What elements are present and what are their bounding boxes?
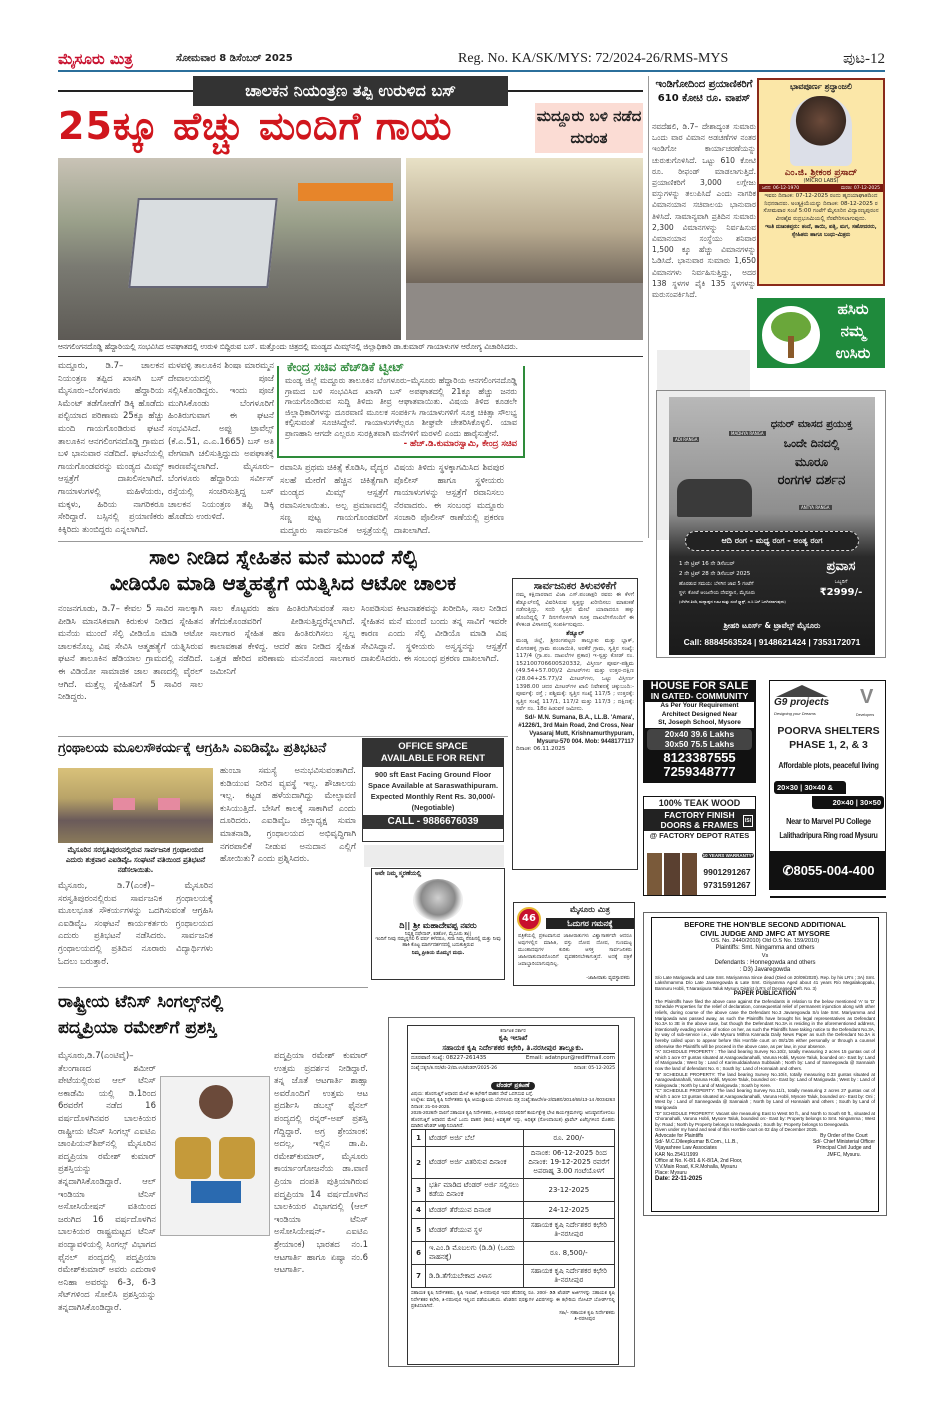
tender-cell-item: ಡಿ.ಡಿ.ತೆಗೆಯಬೇಕಾದ ವಿಳಾಸ [426,1265,524,1288]
tender-cell-value: ರೂ. 200/- [523,1130,614,1147]
caption-rule [58,356,643,357]
obituary-role: (MICRO LABS) [803,178,839,184]
green-campaign-ad [757,298,885,368]
shelters-subtitle: Affordable plots, peaceful living [778,761,879,770]
anniversary-badge: 46 [517,907,541,931]
shelters-title-2: PHASE 1, 2, & 3 [789,739,868,751]
tender-cell-item: ಟೆಂಡರ್ ತೆರೆಯುವ ಸ್ಥಳ [426,1219,524,1242]
lead-photo-caption: ಆನಗಲಿಂಗನದೊಡ್ಡಿ ಹೆದ್ದಾರಿಯಲ್ಲಿ ಸಂಭವಿಸಿದ ಅಪಘಾತದಲ್ಲಿ ಉರುಳಿ ಬಿದ್ದಿರುವ ಬಸ್. ಮತ್ತೊಂದು ಚಿತ್ರದಲ್ಲಿ ಮಂಡ್ಯದ ಮಿಮ್ಸ್‌ನಲ್ಲಿ ಜಿಲ್ಲಾಧಿಕಾರಿ ಡಾ.ಕುಮಾರ್ ಗಾಯಾಳುಗಳ ಆರೋಗ್ಯ ವಿಚಾರಿಸಿದರು. [58,342,518,351]
protest-photo [58,768,213,843]
tender-cell-value: ದಿನಾಂಕ: 06-12-2025 ರಿಂದ ದಿನಾಂಕ: 19-12-2025 ರವರೆಗೆ ಅಪರಾಹ್ನ 3.00 ಗಂಟೆಯೊಳಗೆ [523,1147,614,1179]
tour-title-4: ರಂಗಗಳ ದರ್ಶನ [777,473,846,488]
lead-headline: 25ಕ್ಕೂ ಹೆಚ್ಚು ಮಂದಿಗೆ ಗಾಯ [58,104,453,148]
tender-subject: ವಿಷಯ: ಹೊರಗುತ್ತಿಗೆ ಆಧಾರದ ಮೇಲೆ ಈ ಕಛೇರಿಗೆ ವಾಹನ ಸೇವೆ ಒದಗಿಸುವ ಬಗ್ಗೆ. [411,1091,534,1096]
tender-cell-value: ಸಹಾಯಕ ಕೃಷಿ ನಿರ್ದೇಶಕರ ಕಛೇರಿ ತಿ-ನರಸೀಪುರ [523,1265,614,1288]
indigo-headline: ಇಂಡಿಗೋದಿಂದ ಪ್ರಯಾಣಿಕರಿಗೆ 610 ಕೋಟಿ ರೂ. ವಾಪಸ್ [655,79,753,104]
tour-call: Call: 8884563524 | 9148621424 | 7353172071 [683,637,861,647]
column-rule [648,76,649,538]
court-d3-detail: S/o Late Marigowda and Late Smt. Mariyamma Since dead (Died on 20/09/2020). Rep. by his LR's ; 3A) Smt. Lakshmamma D/o Late Javaregowda & Late Smt. Giriyamma Aged about 41 years R/o Megalakoppalu, Bannuru Hobli, T.Narasipura Taluk Mysuru District (LR's of Deceased Deft. No. 3) [655,974,875,991]
tender-table-row [412,1202,615,1219]
court-defendants: Defendants : Honnegowda and others [714,959,816,966]
court-notice [651,917,879,1212]
tour-map-label-adi: ADI RANGA [675,437,698,442]
tender-contact [411,1053,615,1064]
tour-map-label-madhya: MADHYA RANGA [731,431,764,436]
tour-trip-1: 1 ನೇ ಟ್ರಿಪ್ 16 ನೇ ಡಿಸೆಂಬರ್ [679,561,735,567]
house-phone-1[interactable]: 8123387555 [663,749,736,765]
tender-table-row [412,1219,615,1242]
roof-logo-icon [776,685,828,697]
loan-column-2: ಸಾಲ ಕೊಟ್ಟವರು ಹಣ ಹಿಂತಿರುಗಿಸುವಂತೆ ಸಾಲ ತೆಗೆದುಕೊಂಡವರಿಗೆ ಪೀಡಿಸುತ್ತಿದ್ದರೆನ್ನಲಾಗಿದೆ. ಸಾಲಗಾರ ಸ್ನೇಹಿತ ಹಣ ಹಿಂತಿರುಗಿಸಲು ಸ್ವಲ್ಪ ಕಾಲಾವಕಾಶ ಕೇಳಿದ್ದ. ಆದರೆ ಹಣ ನೀಡಿದ ಸ್ನೇಹಿತ ಒತ್ತಡ ಹೇರಿದ ಪರಿಣಾಮ ಮನನೊಂದ ಸಾಲಗಾರ ಜಮೀನಿಗೆ [210,604,355,677]
house-title-1: HOUSE FOR SALE [650,680,749,692]
tour-price: ₹2999/- [819,587,863,598]
condolence-body: ಇಂದಿಗೆ ನೀವು ನಮ್ಮನ್ನಗಲಿ 6 ವರ್ಷ ಕಳೆದರೂ, ಸದಾ ನಿಮ್ಮ ನೆನಪಿನಲ್ಲಿ ಮತ್ತು ನೀವು ಹಾಕಿ ಕೊಟ್ಟ ಮಾರ್ಗದರ್ಶನದಲ್ಲಿ ಬದುಕುತ್ತಿರುವ [375,937,501,949]
tender-table-row [412,1242,615,1265]
teak-phone-1[interactable]: 9901291267 [703,867,751,877]
court-schedule-c: "C" SCHEDULE PROPERTY: The land bearing Survey No.11/1, totally measuring 2 acres 27 guntas out of which 1 acre 13 guntas situated at Aaragowdanahalli, Varuna Hobli, Mysore Taluk, bounded on:- East by: Oni ; West by : Land of Sannegowda @ Sannaiah ; North by Land of Honnaiah and others ; South by Land of Marigowda [655,1088,875,1111]
court-title-2: CIVIL JUDGE AND JMFC AT MYSORE [700,929,830,938]
shelters-partner: Developers [856,713,875,717]
tree-icon [762,306,820,364]
lead-subhead: ಮದ್ದೂರು ಬಳಿ ನಡೆದ ದುರಂತ [535,103,643,153]
shelters-phone[interactable] [770,851,886,890]
section-rule [58,736,508,737]
court-publication-title: PAPER PUBLICATION [733,991,797,998]
house-phone-2[interactable]: 7259348777 [663,763,736,779]
tender-phone: ದೂರವಾಣಿ ಸಂಖ್ಯೆ: 08227-261435 [411,1055,487,1061]
teak-line-1: FACTORY FINISH [664,810,735,820]
library-photo-caption: ಮೈಸೂರಿನ ಸರಸ್ವತಿಪುರಂನಲ್ಲಿರುವ ಸಾರ್ವಜನಿಕ ಗ್ರಂಥಾಲಯದ ಎದುರು ಶುಕ್ರವಾರ ಎಐಡಿವೈಒ ಸಂಘಟನೆ ವತಿಯಿಂದ ಪ್ರತಿಭಟನೆ ನಡೆಸಲಾಯಿತು. [65,846,206,874]
tender-gov: ಕರ್ನಾಟಕ ಸರ್ಕಾರ [500,1029,526,1034]
court-advocate-line: Vijayashree Law Associates [655,1145,717,1152]
tennis-headline-1: ರಾಷ್ಟ್ರೀಯ ಟೆನಿಸ್ ಸಿಂಗಲ್ಸ್‌ನಲ್ಲಿ [58,992,224,1012]
court-d3: : D3) Javaregowda [739,967,791,973]
tender-reference: ಉಲ್ಲೇಖ: ಮಾನ್ಯ ಕೃಷಿ ನಿರ್ದೇಶಕರು ಕೃಷಿ ಆಯುಕ್ತಾಲಯ ಬೆಂಗಳೂರು ಪತ್ರ ಸಂಖ್ಯೆ:ಕಾಆಸೇ/ಆ-2/ವಾಹನ/2014/65/13-14 /0034263 ದಿನಾಂಕ: 21-04-2025. [411,1097,615,1109]
tender-cell-value: 23-12-2025 [523,1179,614,1202]
shelters-phone-number[interactable]: 8055-004-400 [793,863,875,878]
tour-title-1: ಧನುರ್ ಮಾಸದ ಪ್ರಯುಕ್ತ [770,419,853,430]
bus-accident-photo [58,158,401,340]
protest-banner [113,798,135,810]
court-advocate-line: Advocate for Plaintiffs [655,1133,704,1140]
teak-title: 100% TEAK WOOD [658,798,741,808]
court-advocate-date: Date: 22-11-2025 [655,1176,703,1183]
tender-sign-2: ತಿ-ನರಸೀಪುರ [574,1315,595,1322]
tour-rangas: ಆದಿ ರಂಗ - ಮಧ್ಯ ರಂಗ - ಅಂತ್ಯ ರಂಗ [685,531,859,551]
tender-cell-no: 3 [412,1179,426,1202]
tender-cell-value: ರೂ. 8,500/- [523,1242,614,1265]
green-ad-line3: ಉಸಿರು [835,344,871,362]
tour-place: ಸ್ಥಳ: ಕೋಟೆ ಆಂಜನೇಯ ದೇವಸ್ಥಾನ, ಮೈಸೂರು [679,590,756,596]
readers-notice [513,902,635,986]
court-order-line: Sd/- Chief Ministerial Officer [812,1139,875,1146]
shelters-brand: G9 projects [774,697,830,708]
lead-column-3: ರವಾನಿಸಿ ಪ್ರಥಮ ಚಿಕಿತ್ಸೆ ಕೊಡಿಸಿ, ವೈದ್ಯರ ಸಲಹೆ ಮೇರೆಗೆ ಹೆಚ್ಚಿನ ಚಿಕಿತ್ಸೆಗಾಗಿ ಮಂಡ್ಯದ ಮಿಮ್ಸ್ ಆಸ್ಪತ್ರೆಗೆ ರವಾನಿಸಲಾಯಿತು. ಅಲ್ಪ ಪ್ರಮಾಣದಲ್ಲಿ ಸಣ್ಣ ಪುಟ್ಟ ಗಾಯಗೊಂಡವರಿಗೆ ಮದ್ದೂರು ಸಾರ್ವಜನಿಕ ಆಸ್ಪತ್ರೆಯಲ್ಲಿ [280,463,388,536]
shelters-title-1: POORVA SHELTERS [777,725,880,737]
partner-logo-icon: V [860,686,874,708]
tender-table-row [412,1179,615,1202]
tour-agency: ಶ್ರೀಹರಿ ಟೂರ್ಸ್ & ಟ್ರಾವೆಲ್ಸ್ ಮೈಸೂರು [723,621,821,630]
court-case-number: OS. No. 2440/2010) Old O.S No. 159/2010) [710,938,820,944]
condolence-sub: ನಿವೃತ್ತ ದಫೇದಾರ್, ಕಡಕೊಳ, ಮೈಸೂರು ತಾ|| [404,932,472,937]
tour-pravasa: ಪ್ರವಾಸ [826,559,856,574]
court-given: Given under my hand and seal of this Hon'ble court on 02 day of December 2025. [655,1127,818,1133]
tour-ad [669,397,875,655]
court-schedule-a: "A" SCHEDULE PROPERTY : The land bearing Survey No.10/2, totally measuring 2 acres 15 guntas out of which 1 acre 07 guntas situated at Aaragowdanahalli, Varuna Hobli, Mysore Taluk, bounded on:- East by: Land of Marigowda ; West by : Land of Karimuddaiahana Subbaiah ; North by: Land of Sannegowda @ Sannaiah now the land of defendant No. 6 ; South by: Land of Honnaiah and others. [655,1049,875,1071]
tender-cell-item: ಭರ್ತಿ ಮಾಡಿದ ಟೆಂಡರ್ ಅರ್ಜಿ ಸಲ್ಲಿಸಲು ಕಡೆಯ ದಿನಾಂಕ [426,1179,524,1202]
office-rent-ad [362,738,504,842]
public-notice [512,578,638,870]
registration-number: Reg. No. KA/SK/MYS: 72/2024-26/RMS-MYS [458,51,729,66]
masthead [58,50,885,72]
house-title-2: IN GATED- COMMUNITY [650,691,749,701]
trophy-left [175,1137,211,1179]
library-column-1: ಮೈಸೂರು, ಡಿ.7(ಎಂಕೆ)– ಮೈಸೂರಿನ ಸರಸ್ವತಿಪುರಂನಲ್ಲಿರುವ ಸಾರ್ವಜನಿಕ ಗ್ರಂಥಾಲಯಕ್ಕೆ ಮೂಲಭೂತ ಸೌಕರ್ಯಗಳನ್ನು ಒದಗಿಸುವಂತೆ ಆಗ್ರಹಿಸಿ ಎಐಡಿವೈಒ ಸಂಘಟನೆ ಕಾರ್ಯಕರ್ತರು ಗ್ರಂಥಾಲಯದ ಎದುರು ಪ್ರತಿಭಟನೆ ನಡೆಸಿದರು. ಸಾರ್ವಜನಿಕ ಗ್ರಂಥಾಲಯದಲ್ಲಿ ಪ್ರತಿದಿನ ನೂರಾರು ವಿದ್ಯಾರ್ಥಿಗಳು ಓದಲು ಬರುತ್ತಾರೆ. [58,881,213,967]
green-ad-line1: ಹಸಿರು [837,300,869,318]
house-price-1: 20x40 39.6 Lakhs [664,728,735,739]
overturned-bus [128,198,277,288]
tour-trip-2: 2 ನೇ ಟ್ರಿಪ್ 28 ನೇ ಡಿಸೆಂಬರ್ 2025 [679,571,751,577]
tender-cell-no: 6 [412,1242,426,1265]
shelters-sizes-2: 20×40 | 30×50 [812,796,884,809]
readers-notice-logo: ಮೈಸೂರು ಮಿತ್ರ [570,905,610,914]
tennis-column-1: ಮೈಸೂರು,ಡಿ.7(ಎಂಟಿವೈ)– ತೆಲಂಗಾಣದ ಶಮೀರ್ ಪೇಟೆಯಲ್ಲಿರುವ ಆಲ್ ಟೆನಿಸ್ ಅಕಾಡೆಮಿ ಯಲ್ಲಿ ಡಿ.1ರಿಂದ 6ರವರೆಗೆ ನಡೆದ 16 ವರ್ಷದೊಳಗಿನವರ ಬಾಲಕಿಯರ ರಾಷ್ಟ್ರೀಯ ಟೆನಿಸ್ ಸಿಂಗಲ್ಸ್ ಎಐಟಿಎ ಚಾಂಪಿಯನ್‌ಶಿಪ್‌ನಲ್ಲಿ ಮೈಸೂರಿನ ಪದ್ಮಪ್ರಿಯಾ ರಮೇಶ್ ಕುಮಾರ್ ಪ್ರಶಸ್ತಿಯನ್ನು ತನ್ನದಾಗಿಸಿಕೊಂಡಿದ್ದಾರೆ. ಆಲ್ ಇಂಡಿಯಾ ಟೆನಿಸ್ ಅಸೋಸಿಯೇಷನ್ ವತಿಯಿಂದ ಜರುಗಿದ 16 ವರ್ಷದೊಳಗಿನ ಬಾಲಕಿಯರ ರಾಷ್ಟ್ರಮಟ್ಟದ ಟೆನಿಸ್ ಪಂದ್ಯಾವಳಿಯಲ್ಲಿ ಸಿಂಗಲ್ಸ್ ವಿಭಾಗದ ಫೈನಲ್ ಪಂದ್ಯದಲ್ಲಿ ಪದ್ಮಪ್ರಿಯಾ ರಮೇಶ್‌ಕುಮಾರ್ ಅವರು ಎದುರಾಳಿ ಅನಿಹಾ ಅವರನ್ನು 6-3, 6-3 ಸೆಟ್‌ಗಳಿಂದ ಸೋಲಿಸಿ ಪ್ರಶಸ್ತಿಯನ್ನು ತನ್ನದಾಗಿಸಿಕೊಂಡಿದ್ದಾರೆ. [58,1051,156,1313]
indigo-body: ನವದೆಹಲಿ, ಡಿ.7– ದೇಶಾದ್ಯಂತ ಸುಮಾರು ಒಂದು ವಾರ ವಿಮಾನ ಅಡಚಣೆಗಳ ನಂತರ ಇಂಡಿಗೋ ಕಾರ್ಯಾಚರಣೆಯನ್ನು ಚುರುಕುಗೊಳಿಸಿದೆ. ಒಟ್ಟು 610 ಕೋಟಿ ರೂ. ರೀಫಂಡ್ ಮಾಡಲಾಗುತ್ತಿದೆ. ಪ್ರಯಾಣಿಕರಿಗೆ 3,000 ಲಗ್ಗೇಜು ವಸ್ತುಗಳನ್ನು ತಲುಪಿಸಿದೆ ಎಂದು ನಾಗರಿಕ ವಿಮಾನಯಾನ ಸಚಿವಾಲಯ ಭಾನುವಾರ ತಿಳಿಸಿದೆ. ಸಾಮಾನ್ಯವಾಗಿ ಪ್ರತಿದಿನ ಸುಮಾರು 2,300 ವಿಮಾನಗಳನ್ನು ನಿರ್ವಹಿಸುವ ವಿಮಾನಯಾನ ಸಂಸ್ಥೆಯು ಶನಿವಾರ 1,500 ಕ್ಕೂ ಹೆಚ್ಚು ವಿಮಾನಗಳನ್ನು ಓಡಿಸಿದೆ. ಭಾನುವಾರ ಸುಮಾರು 1,650 ವಿಮಾನಗಳು ನಿರ್ವಹಿಸುತ್ತಿದ್ದು, ಅದರ 138 ಸ್ಥಳಗಳ ಪೈಕಿ 135 ಸ್ಥಳಗಳನ್ನು ಮರುಸಂಪರ್ಕಿಸಿದೆ. [652,122,756,300]
tender-cell-no: 1 [412,1130,426,1147]
section-rule [58,987,368,988]
tender-table-row [412,1147,615,1179]
teak-line-2: DOORS & FRAMES [660,820,739,830]
tweet-signature: - ಹೆಚ್.ಡಿ.ಕುಮಾರಸ್ವಾಮಿ, ಕೇಂದ್ರ ಸಚಿವ [403,439,517,449]
tender-paragraph: 2025-2026ನೇ ಸಾಲಿಗೆ ಸಹಾಯಕ ಕೃಷಿ ನಿರ್ದೇಶಕರು, ತಿ-ನರಸೀಪುರ ರವರಿಗೆ ಕಾರ್ಯಕ್ಷೇತ್ರ ಭೇಟಿ ಕಾರ್ಯಕ್ರಮಗಳನ್ನು ಅನುಷ್ಠಾನಗೊಳಿಸಲು ಹೊರಗುತ್ತಿಗೆ ಆಧಾರದ ಮೇಲೆ ಒಂದು ವಾಹನ (ಕಾರು) ಅವಶ್ಯಕತೆ ಇದ್ದು, ಅಧಿಕೃತ (ನೋಂದಾಯಿತ) ಟ್ರಾವೆಲ್ ಏಜೆನ್ಸಿಗಳಿಂದ ಮೊಹರು ಮಾಡಿದ ಟೆಂಡರ್ ಆಹ್ವಾನಿಸಲಾಗಿದೆ. [411,1110,615,1129]
court-schedule-d: "D" SCHEDULE PROPERTY: Vacant site measuring East to West 50 ft., and North to South 60 ft., situated at Choranahalli, Varuna Hobli, Mysore Taluk, bounded on:- East by: Property belongs to Smt. Ningamma ; West by: Road ; North by Property belongs to Madegowda ; South by: Property belongs to Devegowda. [655,1110,875,1127]
lead-column-4: ವಿಷಯ ತಿಳಿದು ಸ್ಥಳಕ್ಕಾಗಮಿಸಿದ ಶಿವಪುರ ಪೊಲೀಸ್ ಹಾಗೂ ಸ್ಥಳೀಯರು ಗಾಯಾಳುಗಳನ್ನು ಆಸ್ಪತ್ರೆಗೆ ರವಾನಿಸಲು ನೆರವಾದರು. ಈ ಸಂಬಂಧ ಮದ್ದೂರು ಸಂಚಾರಿ ಪೊಲೀಸ್ ಠಾಣೆಯಲ್ಲಿ ಪ್ರಕರಣ ದಾಖಲಾಗಿದೆ. [394,463,504,536]
green-ad-line2: ನಮ್ಮ [840,322,866,340]
tender-table-row [412,1130,615,1147]
tender-cell-item: ಟೆಂಡರ್ ತೆರೆಯುವ ದಿನಾಂಕ [426,1202,524,1219]
death-date: ಮರಣ: 07-12-2025 [841,186,880,191]
shelters-tagline: Designing your Dreams [774,711,816,716]
reclining-deity-image [677,479,752,517]
patient-bed [406,283,643,340]
teak-warranty: 10 YEARS WARRANTY* [702,853,754,858]
court-order-line: JMFC, Mysuru. [826,1151,861,1158]
house-line-1: As Per Your Requirement [660,702,739,709]
shelters-location-2: Lalithadripura Ring road Mysuru [779,831,878,840]
newspaper-logo: ಮೈಸೂರು ಮಿತ್ರ [58,50,133,68]
obituary-title: ಭಾವಪೂರ್ಣ ಶ್ರದ್ಧಾಂಜಲಿ [789,82,853,91]
obituary-dates [759,184,883,192]
section-rule [770,896,886,898]
tender-date: ದಿನಾಂಕ: 05-12-2025 [574,1066,615,1071]
condolence-name: ದಿ|| ಶ್ರೀ ಮಹಾದೇವಪ್ಪ ನವರು [399,921,477,930]
tender-cell-no: 2 [412,1147,426,1179]
tour-title-2: ಒಂದೇ ದಿನದಲ್ಲಿ [783,437,840,450]
tender-table-row [412,1265,615,1288]
player-figure [199,1085,233,1119]
court-advocate-line: Place: Mysuru [655,1170,687,1177]
house-price-2: 30x50 75.5 Lakhs [664,739,735,749]
court-order-block [813,1133,875,1184]
tour-title-3: ಮೂರೂ [794,455,829,469]
office-ad-title: OFFICE SPACE AVAILABLE FOR RENT [363,739,503,767]
tour-note: (ಬೆಳಗಿನ ತಿಂಡಿ, ಮಧ್ಯಾಹ್ನದ ಊಟ ಮತ್ತು ಸಂಜೆ ಸ್ನ್ಯಾಕ್ಸ್, ಎ.ಸಿ ಬಸ್ ಒದಗಿಸಲಾಗುವುದು) [679,599,786,604]
tender-cell-no: 5 [412,1219,426,1242]
tweet-title: ಕೇಂದ್ರ ಸಚಿವ ಹೆಚ್‌ಡಿಕೆ ಟ್ವೀಟ್ [283,360,408,375]
tender-cell-item: ಟೆಂಡರ್ ಅರ್ಜಿ ವಿತರಿಸುವ ದಿನಾಂಕ [426,1147,524,1179]
phone-icon: ✆ [782,863,794,878]
loan-column-3: ಸಿಂಪಡಿಸುವ ಕೀಟನಾಶಕವನ್ನು ಖರೀದಿಸಿ, ಸಾಲ ನೀಡಿದ ಸ್ನೇಹಿತನ ಮನೆ ಮುಂದೆ ಬಂದು ತನ್ನ ಸಾವಿಗೆ ಇವರೇ ಕಾರಣ ಎಂದು ಸೆಲ್ಫಿ ವೀಡಿಯೊ ಮಾಡಿ ವಿಷ ಸೇವಿಸಿದ್ದಾನೆ. ಸ್ಥಳೀಯರು ಅಸ್ವಸ್ಥನನ್ನು ಆಸ್ಪತ್ರೆಗೆ ದಾಖಲಿಸಿದರು. ಈ ಸಂಬಂಧ ಪ್ರಕರಣ ದಾಖಲಾಗಿದೆ. [361,604,507,665]
tender-office: ಸಹಾಯಕ ಕೃಷಿ ನಿರ್ದೇಶಕರ ಕಛೇರಿ, ತಿ.ನರಸೀಪುರ ತಾಲ್ಲೂಕು. [442,1043,584,1052]
tweet-box [277,366,525,458]
court-order-line: By Order of the Court [820,1133,868,1140]
court-plaintiffs: Plaintiffs: Smt. Ningamma and others [715,945,815,951]
office-ad-call[interactable]: CALL - 9886676039 [363,815,503,829]
shelters-sizes-1: 20×30 | 30×40 & [774,781,846,794]
loan-headline-2: ವೀಡಿಯೊ ಮಾಡಿ ಆತ್ಮಹತ್ಯೆಗೆ ಯತ್ನಿಸಿದ ಆಟೋ ಚಾಲಕ [109,571,457,595]
house-line-3: St, Joseph School, Mysore [658,719,741,726]
court-advocate-line: Office at No. K-8/1 & K-8/1A, 2nd Floor, [655,1157,743,1164]
court-title-1: BEFORE THE HON'BLE SECOND ADDITIONAL [684,920,846,929]
lead-column-1: ಮದ್ದೂರು, ಡಿ.7– ಚಾಲಕನ ನಿಯಂತ್ರಣ ತಪ್ಪಿದ ಖಾಸಗಿ ಬಸ್ ಮೈಸೂರು–ಬೆಂಗಳೂರು ಹೆದ್ದಾರಿಯ ಸಿಮೆಂಟ್ ತಡೆಗೋಡೆಗೆ ಡಿಕ್ಕಿ ಹೊಡೆದು ಪಲ್ಟಿಯಾದ ಪರಿಣಾಮ 25ಕ್ಕೂ ಹೆಚ್ಚು ಮಂದಿ ಗಾಯಗೊಂಡಿರುವ ಘಟನೆ ತಾಲೂಕಿನ ಆನಗಲಿಂಗನದೊಡ್ಡಿ ಗ್ರಾಮದ ಬಳಿ ಭಾನುವಾರ ನಡೆದಿದೆ. ಘಟನೆಯಲ್ಲಿ ಗಾಯಗೊಂಡವರನ್ನು ಮಂಡ್ಯದ ಮಿಮ್ಸ್ ಆಸ್ಪತ್ರೆಗೆ ದಾಖಲಿಸಲಾಗಿದೆ. ಗಾಯಾಳುಗಳಲ್ಲಿ ಮಹಿಳೆಯರು, ಮಕ್ಕಳು, ಹಿರಿಯ ನಾಗರಿಕರೂ ಸೇರಿದ್ದಾರೆ. ಬಸ್ಸಿನಲ್ಲಿ ಪ್ರಯಾಣಿಕರು ಕಿಕ್ಕಿರಿದು ತುಂಬಿದ್ದರು ಎನ್ನಲಾಗಿದೆ. [58,361,164,535]
house-sale-ad [643,680,756,783]
grey-filler [364,845,504,867]
library-column-2: ಹುಂಬಾ ಸಮಸ್ಯೆ ಅನುಭವಿಸುವಂತಾಗಿದೆ. ಕುಡಿಯುವ ನೀರಿನ ವ್ಯವಸ್ಥೆ ಇಲ್ಲ. ಶೌಚಾಲಯ ಇಲ್ಲ. ಕಟ್ಟಡ ಹಳೆಯದಾಗಿದ್ದು ಮೇಲ್ಛಾವಣಿ ಕುಸಿಯುತ್ತಿದೆ. ಬೇಸಿಗೆ ಕಾಲಕ್ಕೆ ಸಾಕಾಗಿವೆ ಎಂದು ದೂರಿದರು. ಎಐಡಿವೈಒ ಜಿಲ್ಲಾಧ್ಯಕ್ಷ ಸುಮಾ ಮಾತನಾಡಿ, ಗ್ರಂಥಾಲಯದ ಅಭಿವೃದ್ಧಿಗಾಗಿ ನಗರಪಾಲಿಕೆ ನೀಡುವ ಅನುದಾನ ಎಲ್ಲಿಗೆ ಹೋಯಿತು? ಎಂದು ಪ್ರಶ್ನಿಸಿದರು. [220,766,356,865]
crane [298,183,393,201]
obituary-ad [757,78,885,286]
teak-rates: @ FACTORY DEPOT RATES [649,831,750,840]
notice-date: ದಿನಾಂಕ: 06.11.2025 [516,745,566,752]
tour-departure: ಹೊರಡುವ ಸಮಯ: ಬೆಳಗಿನ ಜಾವ 5 ಗಂಟೆಗೆ [679,581,754,587]
tennis-headline-2: ಪದ್ಮಪ್ರಿಯಾ ರಮೇಶ್‌ಗೆ ಪ್ರಶಸ್ತಿ [58,1018,217,1038]
court-body: The Plaintiffs have filed the above case against the Defendants in relation to the below mentioned 'A' to 'D' Schedule Properties for the relief of declaration, consequential relief of permanent injunction along with other reliefs, during course of the above case the Defendant No.3 Javaregowda S/o late Smt. Mariyamma and Marigowda was passed away, as such the Plaintiffs have brought his legal representatives as Defendant No.3A to 3E in the above case, but though the Defendant No.3A is residing in the aforementioned address, intentionally evading service of notice on her, as such the Plaintiffs have taking notice to the Defendant No.3A, by way of sub-service i.e., vide Mysuru Mithra Kannada Daily News Paper as such the Defendant No.3A is hereby called upon to appear before this Hon'ble court on 08/1/26 either personally or through a counsel otherwise the Plaintiffs will be proceed in the above case, as per law, in your absence. [655,998,875,1049]
tender-email[interactable]: Email: adatnpur@rediffmail.com [525,1055,615,1061]
court-vs: Vs [761,952,769,959]
condolence-header: ಅವೇ ನಿಮ್ಮ ಸ್ಮರಣೆಯಲ್ಲಿ [375,870,422,877]
readers-notice-title: ಓದುಗರ ಗಮನಕ್ಕೆ [546,918,634,929]
isi-mark-icon: ISI [743,815,753,827]
tender-cell-item: ಇ.ಎಂ.ಡಿ ಮೊಬಲಗು (ಡಿ.ಡಿ) (ಒಂದು ವಾಹನಕ್ಕೆ) [426,1242,524,1265]
teak-phone-2[interactable]: 9731591267 [703,880,751,890]
condolence-portrait [413,879,463,921]
house-line-2: Architect Designed Near [661,710,738,718]
page-number: ಪುಟ-12 [842,51,885,67]
loan-column-1: ನಂಜನಗೂಡು, ಡಿ.7– ಕೇವಲ 5 ಸಾವಿರ ಸಾಲಕ್ಕಾಗಿ ಪೀಡಿಸಿ ಮಾನಸಿಕವಾಗಿ ಕಿರುಕುಳ ನೀಡಿದ ಸ್ನೇಹಿತನ ಮನೆಯ ಮುಂದೆ ಸೆಲ್ಫಿ ವೀಡಿಯೊ ಮಾಡಿ ಆಟೋ ಚಾಲಕನೊಬ್ಬ ವಿಷ ಸೇವಿಸಿ ಆತ್ಮಹತ್ಯೆಗೆ ಯತ್ನಿಸಿರುವ ಘಟನೆ ತಾಲೂಕಿನ ಹೆಡಿಯಾಲ ಗ್ರಾಮದಲ್ಲಿ ನಡೆದಿದೆ. ಈ ವಿಡಿಯೋ ಸಾಮಾಜಿಕ ಜಾಲ ತಾಣದಲ್ಲಿ ವೈರಲ್ ಆಗಿದೆ. ಮತ್ತೆಲ್ಲ ಸ್ನೇಹಿತನಿಗೆ 5 ಸಾವಿರ ಸಾಲ ನೀಡಿದ್ದರು. [58,604,203,703]
hospital-photo [406,158,643,340]
tender-cell-value: ಸಹಾಯಕ ಕೃಷಿ ನಿರ್ದೇಶಕರ ಕಛೇರಿ ತಿ-ನರಸೀಪುರ [523,1219,614,1242]
trophy-right [219,1137,255,1179]
tender-footer: ಸಹಾಯಕ ಕೃಷಿ ನಿರ್ದೇಶಕರು, ಕೃಷಿ ಇಲಾಖೆ, ತಿ-ನರಸೀಪುರ ಇವರ ಹೆಸರಿನಲ್ಲಿ ರೂ. 200/- ಡಿಡಿ ಟೆಂಡರ್ ಅರ್ಜಿಗಳನ್ನು ಸಹಾಯಕ ಕೃಷಿ ನಿರ್ದೇಶಕರ ಕಛೇರಿ, ತಿ-ನರಸೀಪುರ ಇಲ್ಲಿಂದ ಪಡೆಯಬಹುದು. ಟೆಂಡರಿನ ಷರತ್ತುಗಳ ವಿವರಗಳನ್ನು ಈ ಕಛೇರಿಯ ನೋಟಿಸ್ ಬೋರ್ಡ್‌ನಲ್ಲಿ ಪ್ರಕಟಿಸಲಾಗಿದೆ. [411,1290,615,1309]
condolence-from: ನಿಮ್ಮ ಪ್ರೀತಿಯ ಮೊಮ್ಮಗ ಮಧು. [411,949,465,956]
obituary-mourners: ಇಂತಿ ದುಃಖತಪ್ತರು: ತಂದೆ, ತಾಯಿ, ಪತ್ನಿ, ಮಗ, ಸಹೋದರರು, ಸ್ನೇಹಿತರು ಹಾಗೂ ಬಂಧು-ಮಿತ್ರರು [765,224,877,238]
public-notice-title: ಸಾರ್ವಜನಿಕರ ತಿಳುವಳಿಕೆಗೆ [533,581,617,592]
tender-sign-1: ಸಹಿ/- ಸಹಾಯಕ ಕೃಷಿ ನಿರ್ದೇಶಕರು [559,1309,615,1316]
court-advocate-line: V.V.Main Road, K.R.Mohalla, Mysuru [655,1164,737,1171]
tour-map-label-antya: ANTYA RANGA [801,505,830,510]
public-notice-body: ನಮ್ಮ ಕಕ್ಷಿದಾರರಾದ ವಿಜಾ ಎಸ್.ಪಂಚಾಕ್ಷರಿ ರವರು ಈ ಕೆಳಗೆ ಶೆಡ್ಯೂಲ್‌ನಲ್ಲಿ ವಿವರಿಸಿರುವ ಸ್ವತ್ತನ್ನು ಖರೀದಿಸಲು ಮಾತುಕತೆ ನಡೆಸುತ್ತಿದ್ದು, ಸದರಿ ಸ್ವತ್ತಿನ ಮೇಲೆ ಯಾರಾದರೂ ಹಕ್ಕು ಹೊಂದಿದ್ದಲ್ಲಿ 7 ದಿನಗಳೊಳಗಾಗಿ ಸೂಕ್ತ ದಾಖಲೆಗಳೊಂದಿಗೆ ಈ ಕೆಳಕಂಡ ವಿಳಾಸದಲ್ಲಿ ಸಂಪರ್ಕಿಸುವುದು. [516,592,634,629]
tender-ref-line [411,1064,615,1072]
tour-per-person: ಒಬ್ಬರಿಗೆ [834,579,848,585]
player-skirt [191,1181,241,1203]
tender-cell-item: ಟೆಂಡರ್ ಅರ್ಜಿ ಬೆಲೆ [426,1130,524,1147]
lead-kicker: ಚಾಲಕನ ನಿಯಂತ್ರಣ ತಪ್ಪಿ ಉರುಳಿದ ಬಸ್ [193,76,508,106]
obituary-body: ಇವರು ದಿನಾಂಕ: 07-12-2025 ರಂದು ಹೃದಯಾಘಾತದಿಂದ ನಿಧನರಾದರು. ಅಂತ್ಯಕ್ರಿಯೆಯನ್ನು ದಿನಾಂಕ: 08-12-2025 ರ ಸೋಮವಾರ ಸಂಜೆ 5:00 ಗಂಟೆಗೆ ಮೈಸೂರಿನ ವಿದ್ಯಾರಣ್ಯಪುರಂನ ವೀರಶೈವ ರುದ್ರಭೂಮಿಯಲ್ಲಿ ನೆರವೇರಿಸಲಾಗುವುದು. [763,193,879,222]
court-advocate-block [655,1133,742,1184]
office-ad-body: 900 sft East Facing Ground Floor Space Available at Saraswathipuram. Expected Monthly Rent Rs. 30,000/- (Negotiable) [367,770,499,812]
door-images [647,853,697,895]
tender-cell-no: 4 [412,1202,426,1219]
readers-notice-body: ಪತ್ರಿಕೆಯಲ್ಲಿ ಪ್ರಕಟವಾಗುವ ಜಾಹೀರಾತುಗಳು ವಿಶ್ವಾಸಾರ್ಹವೇ ಆದರೂ ಅವುಗಳಲ್ಲಿನ ಮಾಹಿತಿ, ವಸ್ತು ದೋಷ ದೋಷ, ಗುಣಮಟ್ಟ ಮುಂತಾದವುಗಳ ಕುರಿತು ಆಸಕ್ತ ಸಾರ್ವಜನಿಕರು ಜಾಹೀರಾತುದಾರರೊಂದಿಗೆ ವ್ಯವಹರಿಸಬೇಕಾಗುತ್ತದೆ. ಅದಕ್ಕೆ ಪತ್ರಿಕೆ ಜವಾಬ್ದಾರಿಯಾಗುವುದಿಲ್ಲ. [518,933,632,967]
obituary-name: ಎಂ.ಜಿ. ಶ್ರೀಕಂಠ ಪ್ರಸಾದ್ [784,168,858,178]
tender-cell-no: 7 [412,1265,426,1288]
tender-ad [407,1025,619,1365]
court-advocate-line: KAR No.2541/1999 [655,1151,699,1158]
advocate-address: Sd/- M.N. Sumana, B.A., LL.B. 'Amara', #1226/1, 3rd Main Road, 2nd Cross, Near Vyasaraj Mutt, Krishnamurthypuram, Mysuru-570 004. Mob: 9448177117 [518,714,634,745]
protest-banner [158,798,180,810]
tender-table [411,1129,615,1288]
teak-wood-ad [643,796,756,896]
shelters-location-1: Near to Marvel PU College [786,817,871,826]
tender-notice-title: ಟೆಂಡರ್ ಪ್ರಕಟಣೆ [491,1082,536,1090]
tennis-column-2: ಪದ್ಮಪ್ರಿಯಾ ರಮೇಶ್ ಕುಮಾರ್ ಉತ್ತಮ ಪ್ರದರ್ಶನ ನೀಡಿದ್ದಾರೆ. ತನ್ನ ಜೊತೆ ಆಟಗಾರ್ತಿ ಶಾಹ್ಸಾ ಅವರೊಂದಿಗೆ ಉತ್ತಮ ಆಟ ಪ್ರದರ್ಶಿಸಿ ಡಬಲ್ಸ್ ಫೈನಲ್ ಪಂದ್ಯದಲ್ಲಿ ರನ್ನರ್-ಅಪ್ ಪ್ರಶಸ್ತಿ ಗೆದ್ದಿದ್ದಾರೆ. ಅಗ್ರ ಶ್ರೇಯಾಂಕ: ಅದಲ್ಲ, ಇಲ್ಲಿನ ಡಾ.ಪಿ. ರಮೇಶ್‌ಕುಮಾರ್, ಮೈಸೂರು ಕಾರ್ಯಾಂಗೋಜನೆಯ ಡಾ.ವಾಣಿ ಪ್ರಿಯಾ ದಂಪತಿ ಪುತ್ರಿಯಾಗಿರುವ ಪದ್ಮಪ್ರಿಯಾ 14 ವರ್ಷದೊಳಗಿನ ಬಾಲಕಿಯರ ವಿಭಾಗದಲ್ಲಿ (ಆಲ್ ಇಂಡಿಯಾ ಟೆನಿಸ್ ಅಸೋಸಿಯೇಷನ್- ಎಐಟಿಎ ಶ್ರೇಯಾಂಕ) ಭಾರತದ ನಂ.1 ಆಟಗಾರ್ತಿ ಹಾಗೂ ಏಷ್ಯಾ ನಂ.6 ಆಟಗಾರ್ತಿ. [274,1051,368,1276]
lead-column-2: ಮಳವಳ್ಳಿ ತಾಲೂಕಿನ ಶಿಂಷಾ ಮಾರಮ್ಮನ ದೇವಾಲಯದಲ್ಲಿ ಪೂಜೆ ಸಲ್ಲಿಸಿಕೊಂಡಿದ್ದರು. ಇಂದು ಪೂಜೆ ಮುಗಿಸಿಕೊಂಡು ಬೆಂಗಳೂರಿಗೆ ಹಿಂತಿರುಗುವಾಗ ಈ ಘಟನೆ ಸಂಭವಿಸಿದೆ. ಅಪ್ಪು ಟ್ರಾವೆಲ್ಸ್ (ಕೆ.ಎ.51, ಎ.ಎ.1665) ಬಸ್ ಅತಿ ವೇಗವಾಗಿ ಚಲಿಸುತ್ತಿದ್ದುದು ಅಪಘಾತಕ್ಕೆ ಕಾರಣವೆನ್ನಲಾಗಿದೆ. ಮೈಸೂರು–ಬೆಂಗಳೂರು ಹೆದ್ದಾರಿಯ ಸರ್ವೀಸ್ ರಸ್ತೆಯಲ್ಲಿ ಸಂಚರಿಸುತ್ತಿದ್ದ ಬಸ್ ಚಾಲಕನ ನಿಯಂತ್ರಣ ತಪ್ಪಿ ಡಿಕ್ಕಿ ಹೊಡೆದು ಉರುಳಿದೆ. [168,361,274,523]
tennis-player-photo [160,1076,270,1236]
schedule-body: ಮಂಡ್ಯ ಜಿಲ್ಲೆ, ಶ್ರೀರಂಗಪಟ್ಟಣ ತಾಲ್ಲೂಕು ಮತ್ತು ಬ್ಲಾಕ್, ಮೊಗರಹಳ್ಳಿ ಗ್ರಾಮ ಪಂಚಾಯಿತಿ, ಅರಕೆರೆ ಗ್ರಾಮ, ಸ್ವತ್ತಿನ ಸಂಖ್ಯೆ: 117/4 (ಗ್ರಾ.ಪಂ. ದಾಖಲೆಗಳ ಪ್ರಕಾರ) ಇ-ಸ್ವತ್ತು ಕೋಡ್ ನಂ. 152100706600520332, ವಿಸ್ತೀರ್ಣ ಪೂರ್ವ-ಪಶ್ಚಿಮ (49.54+57.00)/2 ಮೀಟರ್‌ಗಳು ಮತ್ತು ಉತ್ತರ-ದಕ್ಷಿಣ (28.04+25.77)/2 ಮೀಟರ್‌ಗಳು, ಒಟ್ಟು ವಿಸ್ತೀರ್ಣ 1398.00 ಚದರ ಮೀಟರ್‌ಗಳ ಖಾಲಿ ನಿವೇಶನಕ್ಕೆ ಚಕ್ಕುಬಂದಿ:- ಪೂರ್ವಕ್ಕೆ: ರಸ್ತೆ ; ಪಶ್ಚಿಮಕ್ಕೆ: ಸ್ವತ್ತಿನ ಸಂಖ್ಯೆ 117/5 ; ಉತ್ತರಕ್ಕೆ: ಸ್ವತ್ತಿನ ಸಂಖ್ಯೆ 117/1, 117/2 ಮತ್ತು 117/3 ; ದಕ್ಷಿಣಕ್ಕೆ: ಸರ್ವೆ ನಂ. 18ರ ಹಿಡುವಳಿ ಜಮೀನು. [516,637,634,713]
birth-date: ಜನನ: 06-12-1970 [762,186,800,191]
court-advocate-line: Sd/- M.C.Dileepkumar B.Com., LL.B., [655,1139,739,1146]
obituary-portrait [790,96,852,166]
court-order-line: Principal Civil Judge and [816,1145,872,1152]
condolence-ad [371,868,505,980]
loan-headline-1: ಸಾಲ ನೀಡಿದ ಸ್ನೇಹಿತನ ಮನೆ ಮುಂದೆ ಸೆಲ್ಫಿ [149,545,417,569]
court-schedule-b: "B" SCHEDULE PROPERTY: The land bearing Survey No.10/4, totally measuring 0.33 guntas situated at Aaragowdanahalli, Varuna Hobli, Mysore Taluk, bounded on:- East by: Land of Marigowda ; West by : Land of Kalegowda ; North by Land of Marigowda ; South by Kere. [655,1071,875,1088]
issue-date: ಸೋಮವಾರ 8 ಡಿಸೆಂಬರ್ 2025 [176,53,293,64]
readers-notice-sign: -ಜಾಹೀರಾತು ವ್ಯವಸ್ಥಾಪಕರು [586,975,630,981]
tender-dept: ಕೃಷಿ ಇಲಾಖೆ [498,1034,528,1042]
tender-cell-value: 24-12-2025 [523,1202,614,1219]
schedule-title: ಶೆಡ್ಯೂಲ್ [566,629,584,637]
library-headline: ಗ್ರಂಥಾಲಯ ಮೂಲಸೌಕರ್ಯಕ್ಕೆ ಆಗ್ರಹಿಸಿ ಎಐಡಿವೈಒ ಪ್ರತಿಭಟನೆ [58,740,327,756]
section-rule [58,541,643,542]
tweet-body: ಮಂಡ್ಯ ಜಿಲ್ಲೆ ಮದ್ದೂರು ತಾಲೂಕಿನ ಬೆಂಗಳೂರು–ಮೈಸೂರು ಹೆದ್ದಾರಿಯ ಆನಗಲಿಂಗನದೊಡ್ಡಿ ಗ್ರಾಮದ ಬಳಿ ಸಂಭವಿಸಿದ ಖಾಸಗಿ ಬಸ್ ಅಪಘಾತದಲ್ಲಿ 21ಕ್ಕೂ ಹೆಚ್ಚು ಜನರು ಗಾಯಗೊಂಡಿರುವ ಸುದ್ದಿ ತಿಳಿದು ತೀವ್ರ ಆಘಾತವಾಯಿತು. ವಿಷಯ ತಿಳಿದ ಕೂಡಲೇ ಜಿಲ್ಲಾಧಿಕಾರಿಗಳನ್ನು ದೂರವಾಣಿ ಮೂಲಕ ಸಂಪರ್ಕಿಸಿ ಗಾಯಾಳುಗಳಿಗೆ ಸೂಕ್ತ ಚಿಕಿತ್ಸಾ ಸೌಲಭ್ಯ ಕಲ್ಪಿಸುವಂತೆ ಸೂಚಿಸಿದ್ದೇನೆ. ಗಾಯಾಳುಗಳೆಲ್ಲರೂ ಶೀಘ್ರವೇ ಚೇತರಿಸಿಕೊಳ್ಳಲಿ. ಯಾವ ಪ್ರಾಣಹಾನಿ ಆಗದೇ ಎಲ್ಲರೂ ಸುರಕ್ಷಿತವಾಗಿ ಮನೆಗಳಿಗೆ ಮರಳಲಿ ಎಂದು ಹಾರೈಸುತ್ತೇನೆ. [285,376,517,438]
tender-ref: ಸಂಖ್ಯೆ:ಸಕೃನಿ/ತಿ.ನರ/ಟೆಂ-2/ಪಾ.ಉ/ಟೆಂಡರ್/2025-26 [411,1066,498,1071]
poorva-shelters-ad [769,680,886,890]
